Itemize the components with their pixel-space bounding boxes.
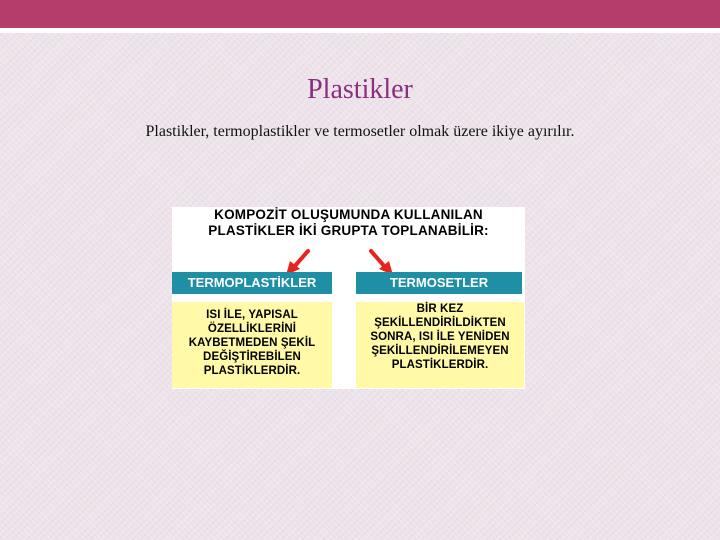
description-line: ISI İLE, YAPISAL	[206, 309, 298, 321]
description-box-termosetler	[356, 302, 524, 388]
top-accent-bar	[0, 0, 720, 28]
description-line: ÖZELLİKLERİNİ	[207, 323, 297, 335]
top-white-stripe	[0, 28, 720, 33]
diagram-heading-line: PLASTİKLER İKİ GRUPTA TOPLANABİLİR:	[208, 223, 489, 238]
slide-title: Plastikler	[307, 74, 413, 105]
description-line: SONRA, ISI İLE YENİDEN	[370, 331, 510, 343]
description-line: ŞEKİLLENDİRİLDİKTEN	[374, 317, 506, 329]
description-line: PLASTİKLERDİR.	[203, 365, 301, 377]
slide-subtitle: Plastikler, termoplastikler ve termosetler olmak üzere ikiye ayırılır.	[145, 123, 575, 140]
category-header-termosetler: TERMOSETLER	[356, 272, 522, 294]
category-header-termoplastikler: TERMOPLASTİKLER	[172, 272, 332, 294]
classification-diagram	[172, 207, 525, 389]
description-line: ŞEKİLLENDİRİLEMEYEN	[371, 345, 509, 357]
diagram-heading	[172, 207, 525, 239]
description-line: PLASTİKLERDİR.	[391, 359, 489, 371]
diagram-heading-line: KOMPOZİT OLUŞUMUNDA KULLANILAN	[214, 207, 483, 222]
description-line: DEĞİŞTİREBİLEN	[203, 351, 301, 363]
description-box-termoplastikler	[172, 302, 332, 388]
description-line: KAYBETMEDEN ŞEKİL	[188, 337, 316, 349]
description-line: BİR KEZ	[416, 303, 464, 315]
